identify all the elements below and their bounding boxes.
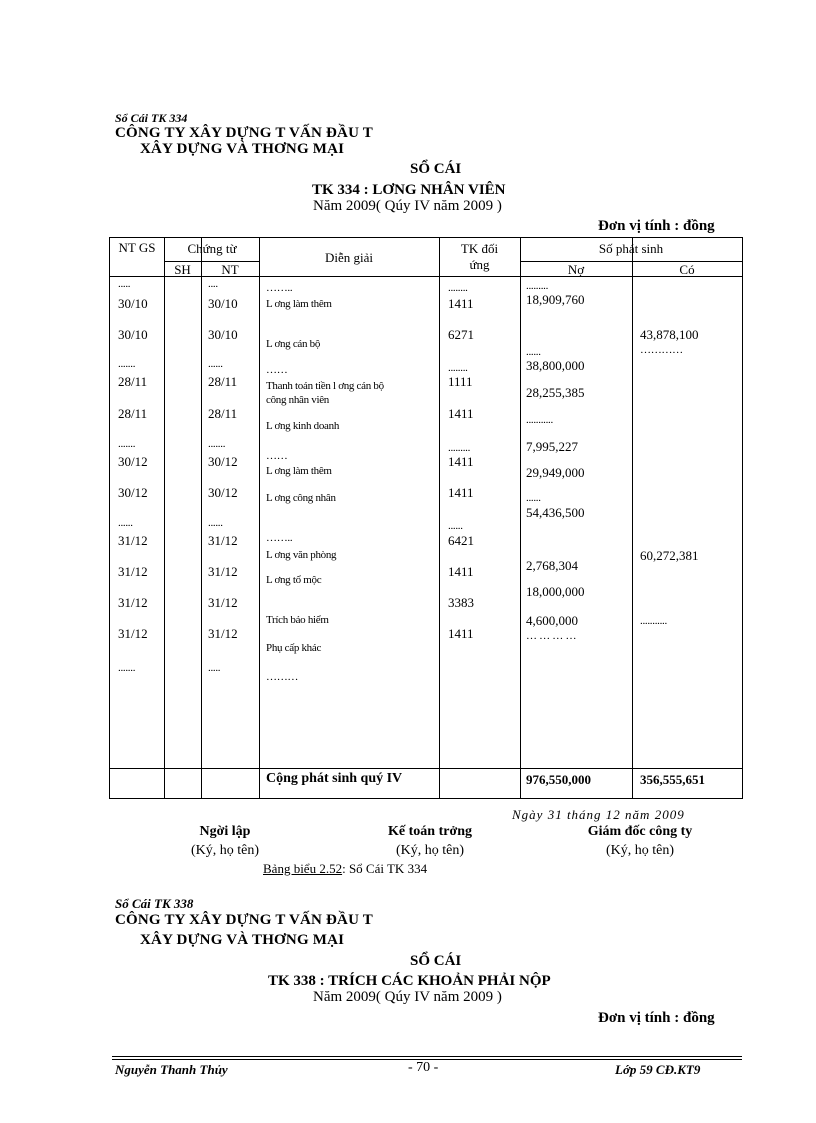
cell-nt: 28/11 — [208, 374, 238, 389]
cell-nt: 31/12 — [208, 564, 238, 579]
cell-dien-giai: …… — [266, 364, 288, 376]
cell-nt-gs: 31/12 — [118, 595, 148, 610]
footer-class: Lớp 59 CĐ.KT9 — [615, 1062, 701, 1077]
ledger-period: Năm 2009( Qúy IV năm 2009 ) — [313, 198, 502, 214]
cell-tk: 1411 — [448, 406, 474, 421]
cell-tk: 1411 — [448, 626, 474, 641]
director-title: Giám đốc công ty — [587, 824, 693, 839]
cell-co: 60,272,381 — [640, 548, 699, 563]
table-caption-ref: Bảng biểu 2.52 — [263, 861, 343, 876]
footer-page-number: - 70 - — [408, 1060, 439, 1075]
accountant-title: Kế toán trởng — [388, 824, 472, 839]
preparer-title: Ngời lập — [199, 824, 251, 839]
cell-nt: 30/12 — [208, 454, 238, 469]
cell-tk: 1411 — [448, 485, 474, 500]
company-name-line2: XÂY DỰNG VÀ THƠNG MẠI — [140, 141, 345, 157]
cell-nt: 31/12 — [208, 626, 238, 641]
ledger2-caption: Sổ Cái TK 338 — [115, 896, 194, 911]
cell-co: 43,878,100 — [640, 327, 699, 342]
cell-tk: ......... — [448, 442, 471, 454]
page-title: SỔ CÁI — [410, 161, 462, 177]
cell-no: ...... — [526, 346, 541, 358]
total-no: 976,550,000 — [526, 772, 591, 787]
cell-nt-gs: 28/11 — [118, 406, 148, 421]
ledger2-title: SỔ CÁI — [410, 953, 462, 969]
cell-nt-gs: 28/11 — [118, 374, 148, 389]
cell-dien-giai: L ơng kinh doanh — [266, 420, 340, 432]
ledger2-period: Năm 2009( Qúy IV năm 2009 ) — [313, 989, 502, 1005]
unit-label: Đơn vị tính : đồng — [598, 218, 715, 234]
cell-no: … … … … — [526, 630, 577, 642]
cell-nt-gs: 31/12 — [118, 626, 148, 641]
preparer-note: (Ký, họ tên) — [190, 843, 260, 858]
cell-no: ...... — [526, 492, 541, 504]
cell-tk: 1411 — [448, 296, 474, 311]
cell-nt: 30/10 — [208, 327, 238, 342]
cell-nt-gs: ....... — [118, 662, 136, 674]
header-tk-doi-ung: TK đối ứng — [460, 241, 499, 272]
header-so-phat-sinh: Số phát sinh — [598, 241, 664, 256]
header-nt: NT — [221, 262, 239, 277]
cell-dien-giai: …….. — [266, 532, 293, 544]
col-divider — [259, 238, 260, 798]
cell-no: 54,436,500 — [526, 505, 585, 520]
cell-no: ......... — [526, 280, 549, 292]
cell-nt: ...... — [208, 517, 223, 529]
cell-dien-giai: L ơng tổ mộc — [266, 574, 322, 586]
cell-dien-giai: …….. — [266, 282, 293, 294]
director-note: (Ký, họ tên) — [605, 843, 675, 858]
cell-nt: 31/12 — [208, 595, 238, 610]
cell-co: ………… — [640, 344, 683, 356]
ledger-subtitle: TK 334 : LƠNG NHÂN VIÊN — [312, 182, 506, 198]
cell-dien-giai: Phụ cấp khác — [266, 642, 322, 654]
cell-nt-gs: 30/10 — [118, 327, 148, 342]
cell-nt-gs: ....... — [118, 438, 136, 450]
col-divider — [201, 238, 202, 798]
ledger2-subtitle: TK 338 : TRÍCH CÁC KHOẢN PHẢI NỘP — [268, 973, 551, 989]
col-divider — [520, 238, 521, 798]
cell-tk: 3383 — [448, 595, 474, 610]
cell-no: 29,949,000 — [526, 465, 585, 480]
ledger-table — [109, 237, 743, 799]
cell-no: 18,000,000 — [526, 584, 585, 599]
cell-tk: 6271 — [448, 327, 474, 342]
company-name-line1: CÔNG TY XÂY DỰNG T VẤN ĐẦU T — [115, 125, 373, 141]
col-divider — [439, 238, 440, 798]
total-label: Cộng phát sinh quý IV — [266, 771, 403, 786]
col-divider — [164, 238, 165, 798]
table-caption-text: : Sổ Cái TK 334 — [342, 861, 428, 876]
cell-nt-gs: 31/12 — [118, 533, 148, 548]
footer-author: Nguyễn Thanh Thủy — [115, 1062, 228, 1077]
cell-tk: ...... — [448, 520, 463, 532]
cell-nt-gs: 30/12 — [118, 454, 148, 469]
header-no: Nợ — [567, 262, 585, 277]
cell-nt: .... — [208, 278, 218, 290]
cell-nt: ...... — [208, 358, 223, 370]
cell-no: 18,909,760 — [526, 292, 585, 307]
cell-nt-gs: ....... — [118, 358, 136, 370]
cell-tk: 1411 — [448, 564, 474, 579]
header-co: Có — [679, 262, 695, 277]
cell-dien-giai: L ơng công nhân — [266, 492, 336, 504]
unit2-label: Đơn vị tính : đồng — [598, 1010, 715, 1026]
cell-no: 7,995,227 — [526, 439, 578, 454]
cell-nt-gs: 31/12 — [118, 564, 148, 579]
cell-nt-gs: 30/12 — [118, 485, 148, 500]
table-caption — [263, 861, 427, 877]
footer-rule — [112, 1056, 742, 1057]
header-sh: SH — [174, 262, 191, 277]
cell-dien-giai: L ơng làm thêm — [266, 465, 332, 477]
total-co: 356,555,651 — [640, 772, 705, 787]
cell-tk: 1411 — [448, 454, 474, 469]
cell-nt: 30/10 — [208, 296, 238, 311]
header-nt-gs: NT GS — [118, 240, 156, 255]
cell-tk: ........ — [448, 282, 468, 294]
cell-no: 4,600,000 — [526, 613, 578, 628]
row-divider — [110, 768, 742, 769]
ledger-caption: Sổ Cái TK 334 — [115, 111, 188, 125]
cell-dien-giai: L ơng văn phòng — [266, 549, 337, 561]
cell-no: 28,255,385 — [526, 385, 585, 400]
company2-name-line1: CÔNG TY XÂY DỰNG T VẤN ĐẦU T — [115, 912, 373, 928]
cell-dien-giai: công nhân viên — [266, 394, 330, 406]
cell-dien-giai: L ơng làm thêm — [266, 298, 332, 310]
cell-tk: 6421 — [448, 533, 474, 548]
col-divider — [632, 238, 633, 798]
cell-tk: 1111 — [448, 374, 473, 389]
cell-nt: ....... — [208, 438, 226, 450]
cell-nt: 30/12 — [208, 485, 238, 500]
accountant-note: (Ký, họ tên) — [395, 843, 465, 858]
cell-tk: ........ — [448, 362, 468, 374]
cell-dien-giai: Trích bảo hiểm — [266, 614, 329, 626]
cell-dien-giai: …… — [266, 450, 288, 462]
cell-nt: 31/12 — [208, 533, 238, 548]
cell-nt: 28/11 — [208, 406, 238, 421]
header-chung-tu: Chứng từ — [187, 241, 237, 256]
cell-nt-gs: ..... — [118, 278, 131, 290]
header-dien-giai: Diễn giải — [324, 250, 373, 265]
cell-dien-giai: Thanh toán tiền l ơng cán bộ — [266, 380, 384, 392]
cell-no: 38,800,000 — [526, 358, 585, 373]
cell-nt-gs: ...... — [118, 517, 133, 529]
cell-no: 2,768,304 — [526, 558, 578, 573]
cell-nt-gs: 30/10 — [118, 296, 148, 311]
cell-dien-giai: ……… — [266, 671, 299, 683]
company2-name-line2: XÂY DỰNG VÀ THƠNG MẠI — [140, 932, 345, 948]
cell-nt: ..... — [208, 662, 221, 674]
cell-dien-giai: L ơng cán bộ — [266, 338, 321, 350]
cell-no: ........... — [526, 414, 553, 426]
sign-date: Ngày 31 tháng 12 năm 2009 — [512, 807, 685, 822]
cell-co: ........... — [640, 615, 667, 627]
